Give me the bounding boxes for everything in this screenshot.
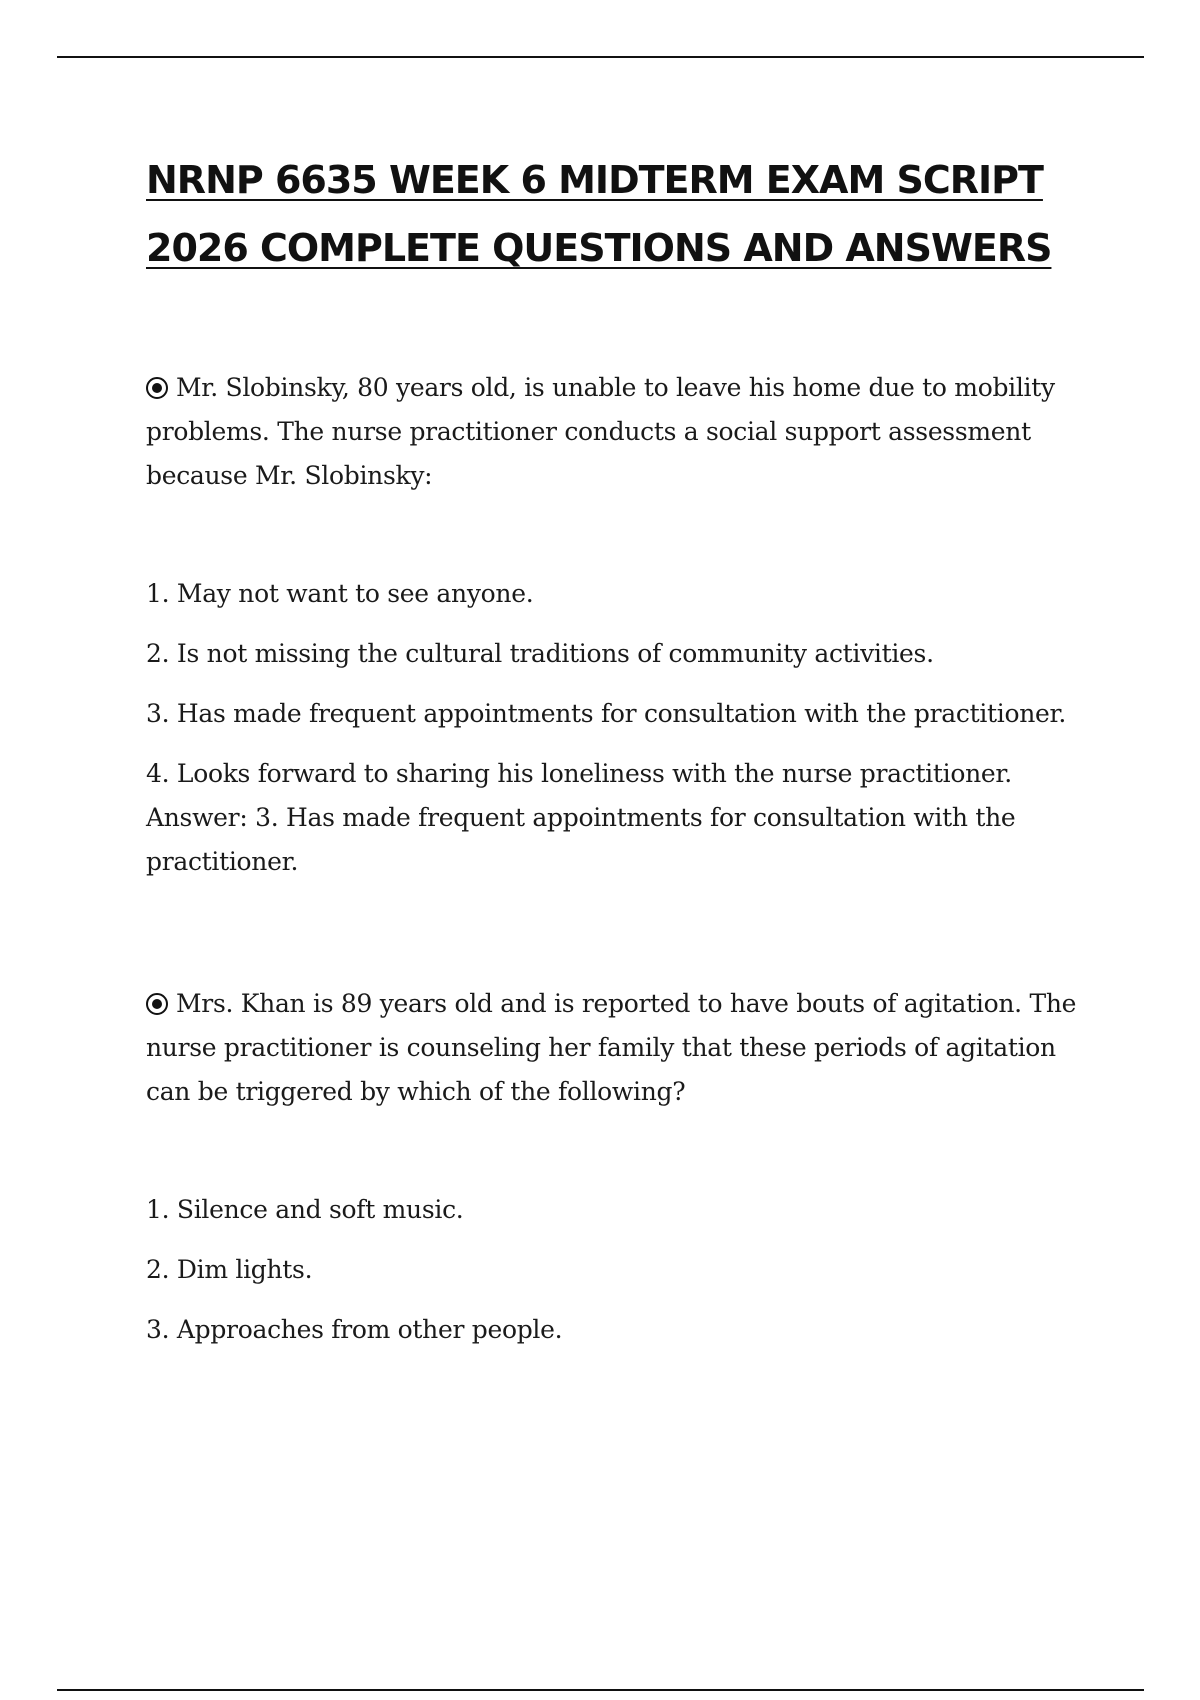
option-item: 4. Looks forward to sharing his loneliness with the nurse practitioner. Answer: 3. Has made frequent appointments for consultation with the practitioner.	[146, 759, 1016, 876]
radio-bullet-icon	[146, 377, 168, 399]
document-title	[146, 146, 1106, 282]
question-2	[146, 982, 1106, 1114]
option-item: 2. Is not missing the cultural traditions of community activities.	[146, 639, 934, 668]
question-block-1	[146, 366, 1106, 884]
top-rule	[57, 56, 1144, 58]
option-item: 3. Has made frequent appointments for consultation with the practitioner.	[146, 699, 1067, 728]
title-line-1: NRNP 6635 WEEK 6 MIDTERM EXAM SCRIPT	[146, 158, 1043, 202]
question-2-options	[146, 1188, 1106, 1352]
document-body	[146, 146, 1106, 1368]
question-2-text: Mrs. Khan is 89 years old and is reported to have bouts of agitation. The nurse practitioner is counseling her family that these periods of agitation can be triggered by which of the following?	[146, 989, 1077, 1106]
title-line-2: 2026 COMPLETE QUESTIONS AND ANSWERS	[146, 226, 1052, 270]
option-item: 1. Silence and soft music.	[146, 1195, 464, 1224]
bottom-rule	[57, 1689, 1144, 1691]
question-1-options	[146, 572, 1106, 884]
option-item: 2. Dim lights.	[146, 1255, 313, 1284]
radio-bullet-icon	[146, 993, 168, 1015]
question-1-text: Mr. Slobinsky, 80 years old, is unable to leave his home due to mobility problems. The nurse practitioner conducts a social support assessment because Mr. Slobinsky:	[146, 373, 1055, 490]
option-item: 3. Approaches from other people.	[146, 1315, 563, 1344]
option-item: 1. May not want to see anyone.	[146, 579, 534, 608]
question-block-2	[146, 982, 1106, 1352]
question-1	[146, 366, 1106, 498]
